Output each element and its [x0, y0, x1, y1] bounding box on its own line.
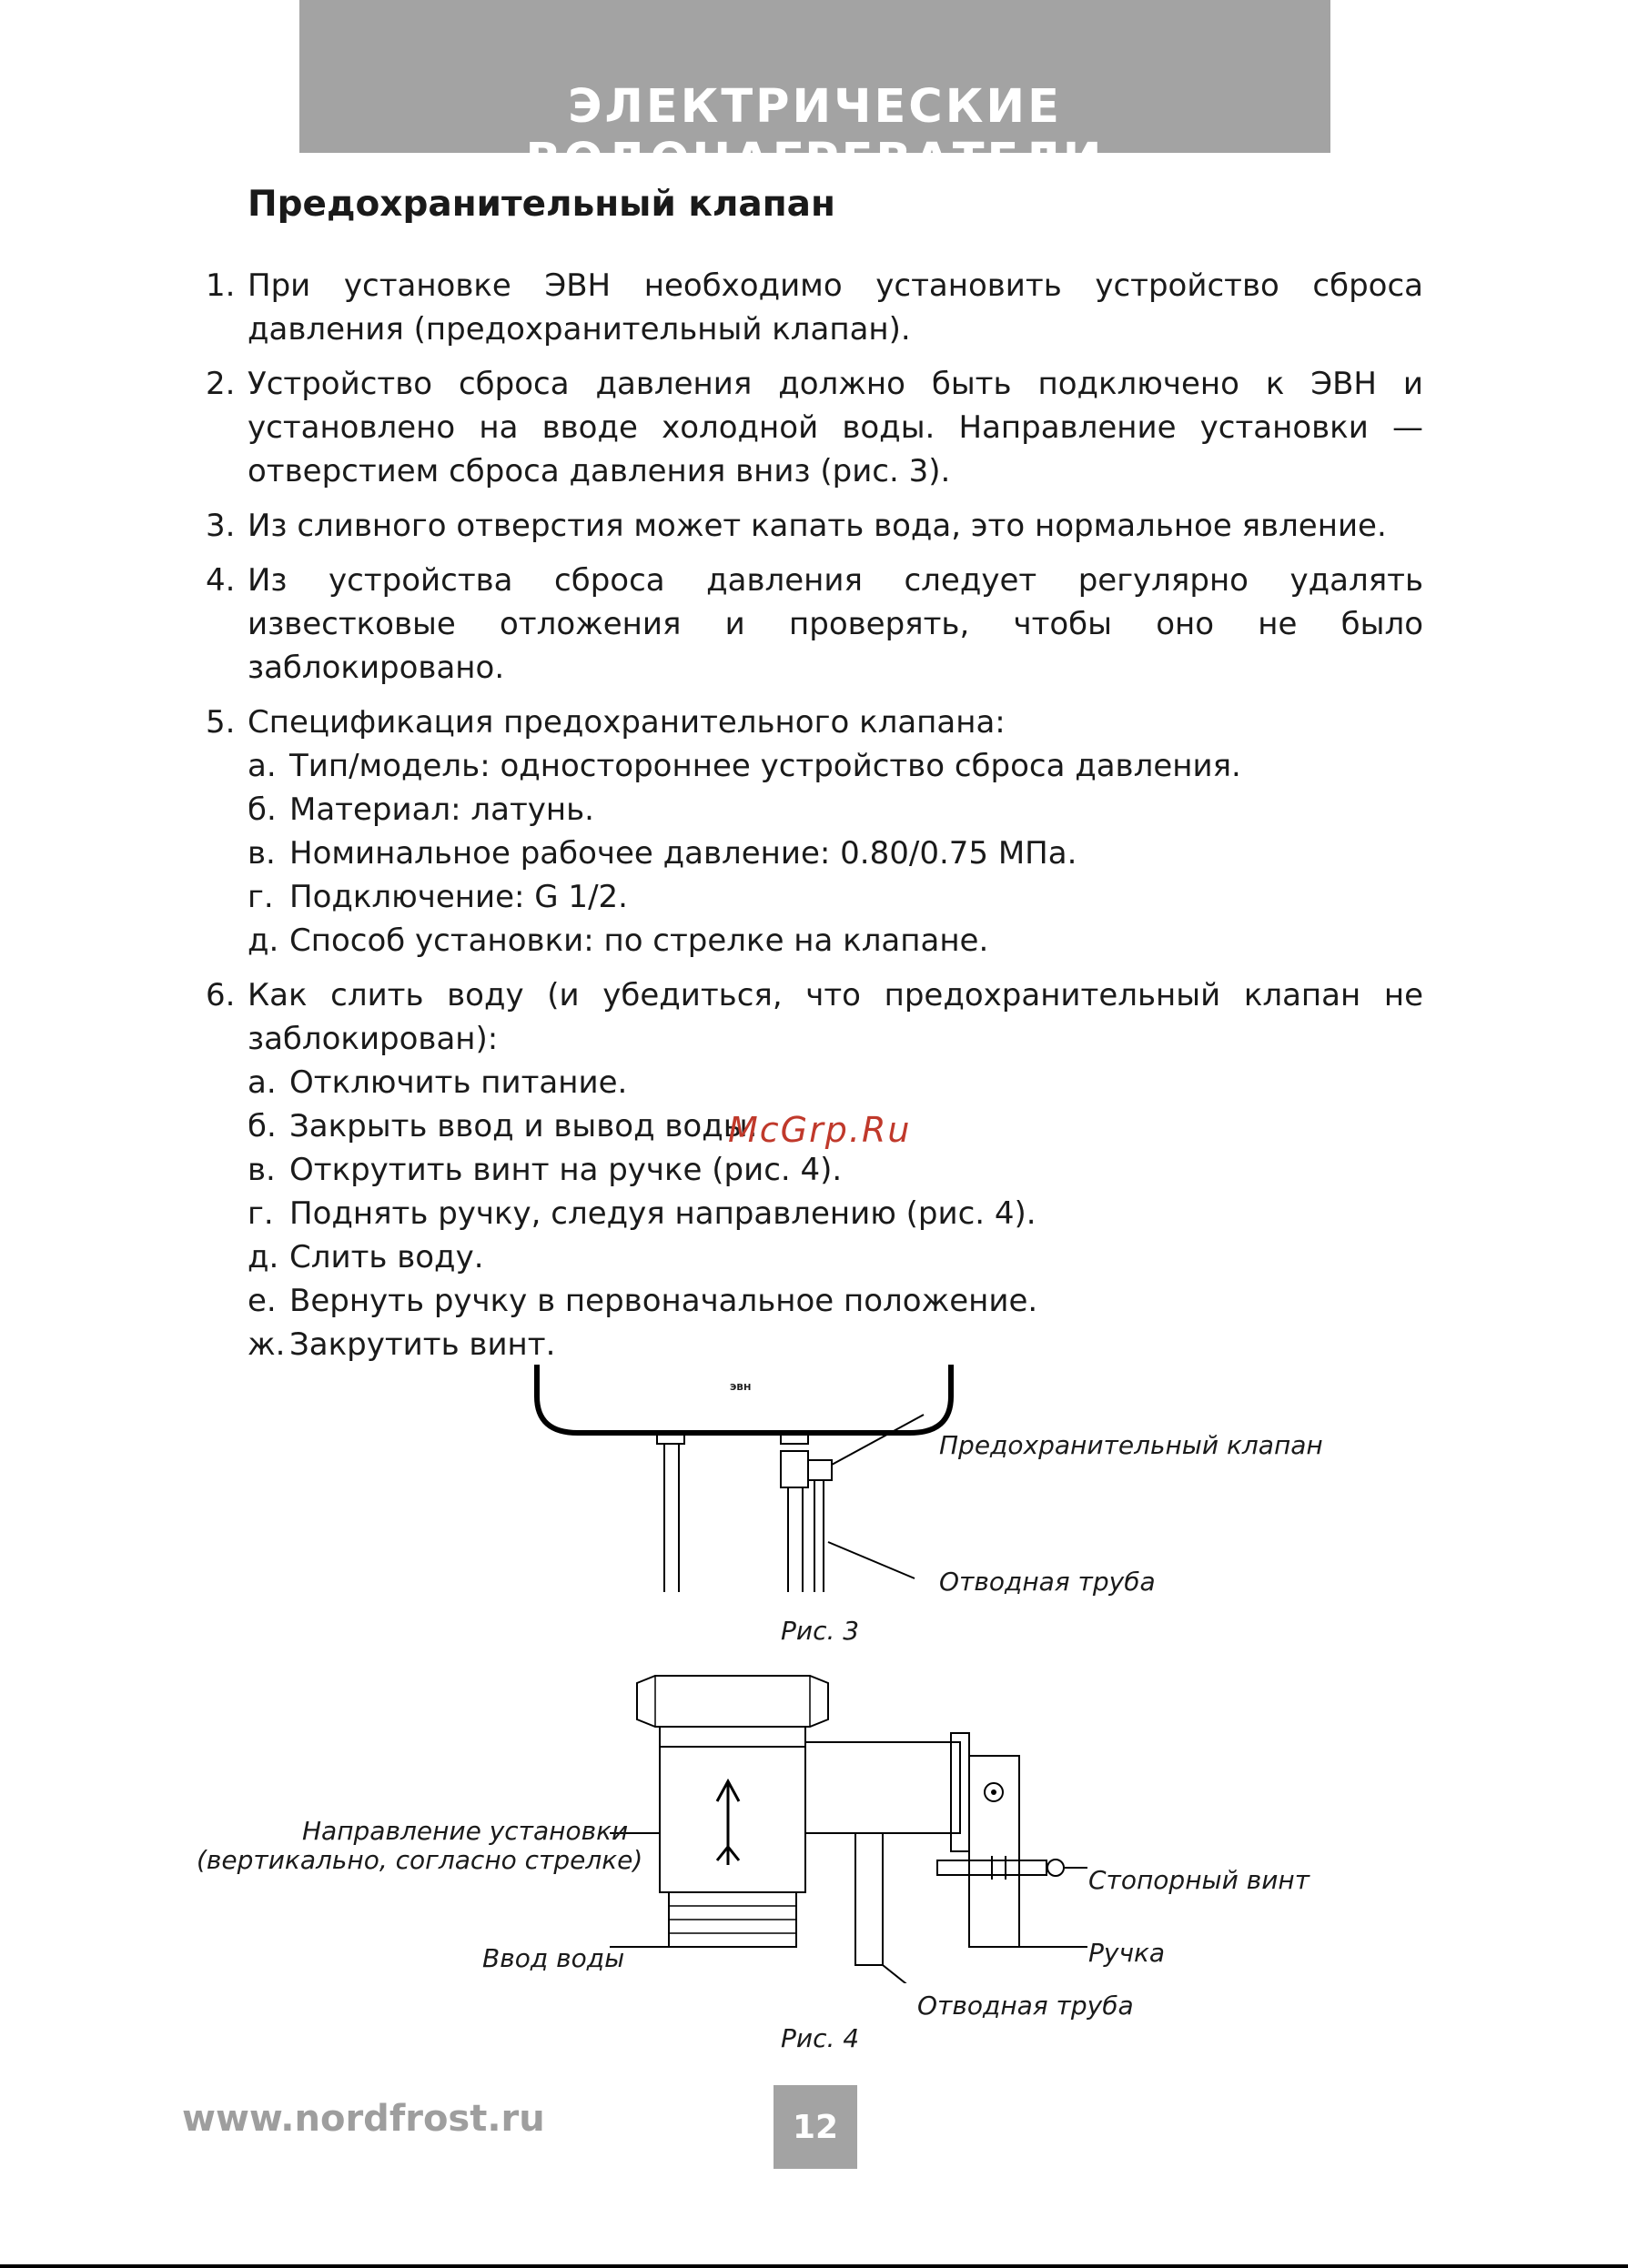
sub-item — [248, 744, 1423, 788]
list-item-number: 6. — [206, 977, 236, 1013]
bottom-rule — [0, 2264, 1628, 2268]
handle-body — [969, 1756, 1019, 1947]
list-item-text: Из сливного отверстия может капать вода, это нормальное явление. — [248, 508, 1387, 544]
label-handle: Ручка — [1088, 1938, 1166, 1968]
header-title: ЭЛЕКТРИЧЕСКИЕ ВОДОНАГРЕВАТЕЛИ — [525, 80, 1105, 187]
valve-main-body — [660, 1747, 805, 1892]
sub-item — [248, 919, 1423, 963]
list-item-number: 5. — [206, 704, 236, 741]
sub-item-text: Открутить винт на ручке (рис. 4). — [289, 1152, 843, 1188]
sub-item-text: Материал: латунь. — [289, 791, 594, 828]
sub-item — [248, 1061, 1423, 1104]
sub-item-text: Номинальное рабочее давление: 0.80/0.75 МПа. — [289, 835, 1077, 872]
list-item-number: 4. — [206, 562, 236, 599]
list-item-number: 1. — [206, 267, 236, 304]
header-bar — [299, 0, 1330, 187]
sub-item-text: Слить воду. — [289, 1239, 484, 1275]
sub-item-letter: д. — [248, 1239, 279, 1275]
sub-item-text: Закрутить винт. — [289, 1326, 556, 1363]
label-inlet: Ввод воды — [482, 1943, 625, 1973]
sub-item-text: Закрыть ввод и вывод воды. — [289, 1108, 758, 1144]
valve-side-port — [805, 1742, 960, 1833]
sub-item-letter: г. — [248, 879, 274, 915]
label-drain-pipe-fig3: Отводная труба — [939, 1567, 1156, 1597]
sub-item — [248, 1279, 1423, 1323]
tank-outline — [537, 1365, 951, 1433]
caption-fig3: Рис. 3 — [781, 1616, 860, 1646]
sub-item-text: Подключение: G 1/2. — [289, 879, 628, 915]
sub-item — [248, 788, 1423, 832]
instruction-list — [206, 264, 1423, 1377]
sub-item-letter: б. — [248, 791, 277, 828]
list-item-body — [248, 973, 1423, 1366]
sub-item-letter: в. — [248, 835, 276, 872]
valve-body — [781, 1451, 808, 1487]
sub-item-letter: в. — [248, 1152, 276, 1188]
drain-outlet — [855, 1833, 883, 1965]
label-direction-line2: (вертикально, согласно стрелке) — [197, 1845, 643, 1875]
sub-item — [248, 1235, 1423, 1279]
list-item — [206, 504, 1423, 548]
list-item-number: 3. — [206, 508, 236, 544]
list-item — [206, 973, 1423, 1366]
label-valve: Предохранительный клапан — [939, 1430, 1323, 1460]
list-item-body — [248, 362, 1423, 493]
valve-hex-nut — [637, 1676, 828, 1727]
list-item-text: Из устройства сброса давления следует регулярно удалять известковые отложения и проверять, чтобы оно не было заблокировано. — [248, 562, 1423, 686]
sub-item-letter: е. — [248, 1283, 277, 1319]
list-item — [206, 559, 1423, 690]
sub-item-letter: г. — [248, 1195, 274, 1232]
sub-item-text: Тип/модель: одностороннее устройство сброса давления. — [289, 748, 1241, 784]
list-item-text: Как слить воду (и убедиться, что предохранительный клапан не заблокирован): — [248, 977, 1423, 1057]
list-item-text: Спецификация предохранительного клапана: — [248, 704, 1006, 741]
sub-item-letter: а. — [248, 1064, 277, 1101]
tank-label: ЭВН — [730, 1383, 752, 1393]
sub-item — [248, 875, 1423, 919]
sub-item-text: Поднять ручку, следуя направлению (рис. 4). — [289, 1195, 1036, 1232]
page-number: 12 — [774, 2085, 857, 2169]
sub-item — [248, 1148, 1423, 1192]
list-item — [206, 701, 1423, 963]
footer-url[interactable]: www.nordfrost.ru — [182, 2098, 545, 2140]
list-item-number: 2. — [206, 366, 236, 402]
figure-4-diagram — [592, 1674, 1156, 1983]
list-item-text: При установке ЭВН необходимо установить устройство сброса давления (предохранительный клапан). — [248, 267, 1423, 348]
list-item-body — [248, 701, 1423, 963]
watermark: McGrp.Ru — [728, 1110, 912, 1150]
list-item-body — [248, 264, 1423, 351]
sub-item — [248, 1192, 1423, 1235]
sub-item-letter: ж. — [248, 1326, 286, 1363]
section-title: Предохранительный клапан — [248, 184, 835, 225]
sub-item — [248, 832, 1423, 875]
label-direction-line1: Направление установки — [302, 1816, 629, 1846]
sub-item-text: Отключить питание. — [289, 1064, 628, 1101]
sub-item-letter: б. — [248, 1108, 277, 1144]
label-drain-pipe-fig4: Отводная труба — [917, 1991, 1134, 2021]
list-item — [206, 362, 1423, 493]
list-item-body — [248, 559, 1423, 690]
figure-3-diagram — [510, 1360, 1329, 1606]
sub-item-letter: а. — [248, 748, 277, 784]
sub-item-text: Способ установки: по стрелке на клапане. — [289, 922, 989, 959]
sub-item-text: Вернуть ручку в первоначальное положение. — [289, 1283, 1038, 1319]
list-item-text: Устройство сброса давления должно быть подключено к ЭВН и установлено на вводе холодной воды. Направление установки — отверстием сброса давления вниз (рис. 3). — [248, 366, 1423, 489]
label-lock-screw: Стопорный винт — [1088, 1865, 1310, 1895]
list-item-body — [248, 504, 1423, 548]
list-item — [206, 264, 1423, 351]
caption-fig4: Рис. 4 — [781, 2023, 860, 2053]
valve-handle — [808, 1460, 832, 1480]
sub-item-letter: д. — [248, 922, 279, 959]
